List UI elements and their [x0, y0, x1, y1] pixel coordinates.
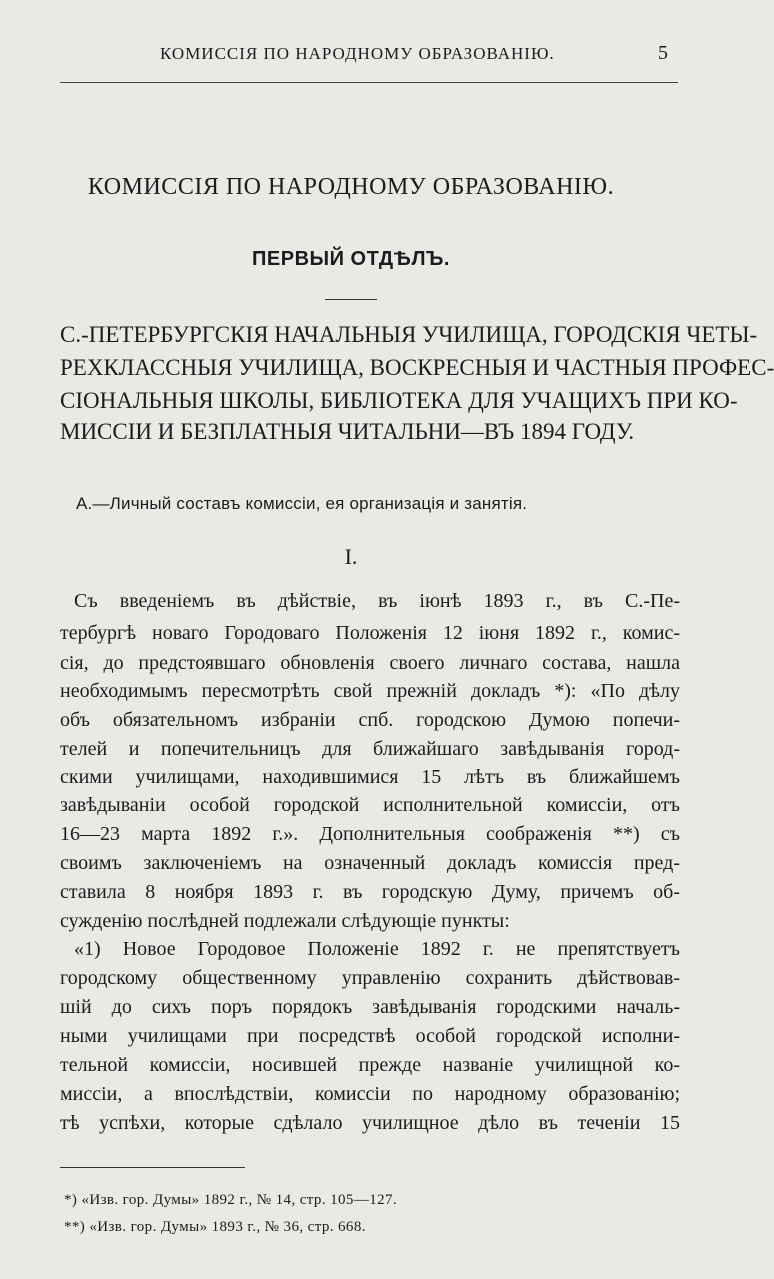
paragraph-line: миссіи, а впослѣдствіи, комиссіи по народному образованію; [60, 1083, 680, 1105]
paragraph-line: Съ введеніемъ въ дѣйствіе, въ іюнѣ 1893 г., въ С.-Пе- [74, 590, 680, 612]
paragraph-line: своимъ заключеніемъ на означенный докладъ комиссія пред- [60, 852, 680, 874]
footnote-rule [60, 1167, 245, 1168]
section-divider [325, 299, 377, 300]
part-numeral: I. [344, 544, 358, 569]
paragraph-line: городскому общественному управленію сохранить дѣйствовав- [60, 967, 680, 989]
paragraph-line: скими училищами, находившимися 15 лѣтъ въ ближайшемъ [60, 766, 680, 788]
paragraph-line: сія, до предстоявшаго обновленія своего личнаго состава, нашла [60, 652, 680, 674]
heading-line: МИССІИ И БЕЗПЛАТНЫЯ ЧИТАЛЬНИ—ВЪ 1894 ГОДУ. [60, 419, 635, 444]
header-rule [60, 82, 678, 83]
chapter-title: КОМИССІЯ ПО НАРОДНОМУ ОБРАЗОВАНІЮ. [87, 174, 615, 200]
running-head: КОМИССІЯ ПО НАРОДНОМУ ОБРАЗОВАНІЮ. [160, 44, 555, 63]
heading-line: СІОНАЛЬНЫЯ ШКОЛЫ, БИБЛІОТЕКА ДЛЯ УЧАЩИХЪ ПРИ КО- [60, 388, 738, 413]
paragraph-line: 16—23 марта 1892 г.». Дополнительныя соображенія **) съ [60, 823, 680, 845]
paragraph-line: объ обязательномъ избраніи спб. городскою Думою попечи- [60, 709, 680, 731]
paragraph-line: необходимымъ пересмотрѣть свой прежній докладъ *): «По дѣлу [60, 680, 680, 702]
paragraph-line: «1) Новое Городовое Положеніе 1892 г. не препятствуетъ [74, 938, 680, 960]
page-number: 5 [658, 42, 668, 64]
paragraph-line: сужденію послѣдней подлежали слѣдующіе пункты: [60, 910, 510, 932]
paragraph-line: тельной комиссіи, носившей прежде названіе училищной ко- [60, 1054, 680, 1076]
heading-line: С.-ПЕТЕРБУРГСКІЯ НАЧАЛЬНЫЯ УЧИЛИЩА, ГОРОДСКІЯ ЧЕТЫ- [60, 322, 758, 347]
subsection-title: А.—Личный составъ комиссіи, ея организація и занятія. [76, 494, 528, 513]
heading-line: РЕХКЛАССНЫЯ УЧИЛИЩА, ВОСКРЕСНЫЯ И ЧАСТНЫЯ ПРОФЕС- [60, 355, 774, 380]
paragraph-line: телей и попечительницъ для ближайшаго завѣдыванія город- [60, 738, 680, 760]
paragraph-line: тербургѣ новаго Городоваго Положенія 12 іюня 1892 г., комис- [60, 622, 680, 644]
footnote: *) «Изв. гор. Думы» 1892 г., № 14, стр. 105—127. [64, 1192, 398, 1208]
section-title: ПЕРВЫЙ ОТДѢЛЪ. [252, 248, 450, 270]
paragraph-line: ставила 8 ноября 1893 г. въ городскую Думу, причемъ об- [60, 881, 680, 903]
paragraph-line: тѣ успѣхи, которые сдѣлало училищное дѣло въ теченіи 15 [60, 1112, 680, 1134]
paragraph-line: ными училищами при посредствѣ особой городской исполни- [60, 1025, 680, 1047]
paragraph-line: завѣдываніи особой городской исполнительной комиссіи, отъ [60, 794, 680, 816]
footnote: **) «Изв. гор. Думы» 1893 г., № 36, стр. 668. [64, 1219, 366, 1235]
paragraph-line: шій до сихъ поръ порядокъ завѣдыванія городскими началь- [60, 996, 680, 1018]
